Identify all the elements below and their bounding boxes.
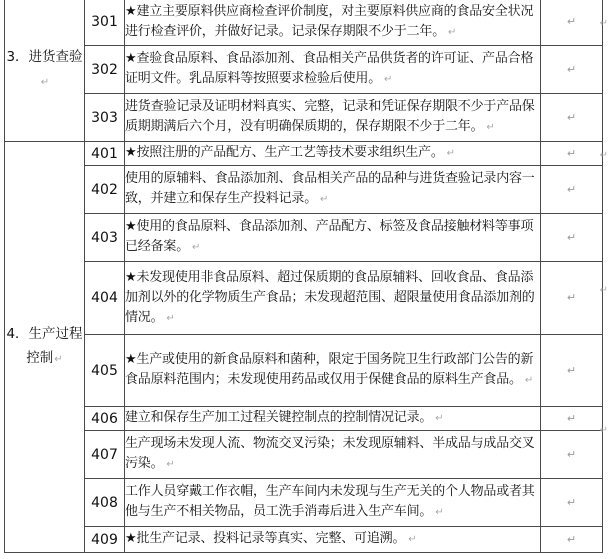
end-of-row-mark-icon: ↵ [599, 425, 608, 436]
end-of-row-mark-icon: ↵ [599, 150, 608, 161]
category-label: 3．进货查验 [6, 49, 83, 65]
paragraph-mark-icon: ↵ [566, 15, 577, 28]
requirement-text [125, 166, 541, 214]
table-row [5, 335, 603, 407]
paragraph-mark-icon: ↵ [566, 182, 577, 196]
result-cell [541, 166, 603, 214]
paragraph-mark-icon: ↵ [166, 312, 175, 324]
requirement-text-content: ★未发现使用非食品原料、超过保质期的食品原辅料、回收食品、食品添加剂以外的化学物质生产食品；未发现超范围、超限量使用食品添加剂的情况。 [125, 269, 535, 325]
requirement-text-content: 生产现场未发现人流、物流交叉污染；未发现原辅料、半成品与成品交叉污染。 [125, 436, 535, 471]
paragraph-mark-icon: ↵ [384, 74, 393, 85]
table-row [5, 166, 603, 214]
result-cell [541, 407, 603, 431]
table-row [5, 94, 603, 142]
paragraph-mark-icon: ↵ [566, 230, 577, 244]
requirement-text-content: ★生产或使用的新食品原料和菌种，限定于国务院卫生行政部门公告的新食品原料范围内；未发现使用药品或仅用于保健食品的原料生产食品。 [125, 352, 534, 387]
paragraph-mark-icon: ↵ [408, 534, 417, 545]
paragraph-mark-icon: ↵ [566, 146, 577, 160]
item-number: 302 [85, 46, 125, 94]
category-cell-production-process-control [5, 142, 85, 553]
result-cell [541, 214, 603, 262]
paragraph-mark-icon: ↵ [566, 447, 577, 461]
result-cell [541, 94, 603, 142]
table-row [5, 527, 603, 553]
end-of-row-mark-icon: ↵ [599, 18, 608, 29]
requirement-text [125, 214, 541, 262]
requirement-text-content: 使用的原辅料、食品添加剂、食品相关产品的品种与进货查验记录内容一致，并建立和保存生产投料记录。 [125, 171, 535, 206]
item-number: 408 [85, 479, 125, 527]
item-number: 401 [85, 142, 125, 166]
requirement-text [125, 94, 541, 142]
paragraph-mark-icon: ↵ [166, 459, 175, 470]
item-number: 403 [85, 214, 125, 262]
category-cell-incoming-inspection [5, 0, 85, 142]
requirement-text [125, 479, 541, 527]
item-number: 406 [85, 407, 125, 431]
paragraph-mark-icon: ↵ [566, 495, 577, 509]
requirement-text-content: 进货查验记录及证明材料真实、完整，记录和凭证保存期限不少于产品保质期期满后六个月，没有明确保质期的，保存期限不少于二年。 [125, 99, 535, 134]
paragraph-mark-icon: ↵ [566, 110, 577, 124]
paragraph-mark-icon: ↵ [524, 375, 534, 386]
requirement-text [125, 431, 541, 479]
table-row [5, 262, 603, 335]
item-number: 405 [85, 335, 125, 407]
result-cell [541, 262, 603, 335]
result-cell [541, 142, 603, 166]
paragraph-mark-icon: ↵ [435, 507, 444, 518]
requirement-text [125, 335, 541, 407]
paragraph-mark-icon: ↵ [566, 532, 577, 546]
result-cell [541, 0, 603, 46]
requirement-text-content: 工作人员穿戴工作衣帽，生产车间内未发现与生产无关的个人物品或者其他与生产不相关物品，员工洗手消毒后进入生产车间。 [125, 484, 535, 519]
requirement-text [125, 0, 541, 46]
item-number: 301 [85, 0, 125, 46]
paragraph-mark-icon: ↵ [192, 242, 201, 253]
requirement-text [125, 262, 541, 335]
requirement-text-content: ★查验食品原料、食品添加剂、食品相关产品供货者的许可证、产品合格证明文件。乳品原料等按照要求检验后使用。 [125, 51, 534, 86]
paragraph-mark-icon: ↵ [566, 291, 577, 304]
requirement-text-content: ★建立主要原料供应商检查评价制度，对主要原料供应商的食品安全状况进行检查评价，并做好记录。记录保存期限不少于二年。 [125, 3, 534, 39]
table-row [5, 214, 603, 262]
paragraph-mark-icon: ↵ [40, 77, 50, 88]
item-number: 407 [85, 431, 125, 479]
item-number: 402 [85, 166, 125, 214]
requirement-text [125, 527, 541, 553]
end-of-row-marks [598, 0, 610, 559]
item-number: 409 [85, 527, 125, 553]
requirement-text [125, 142, 541, 166]
result-cell [541, 431, 603, 479]
table-row [5, 479, 603, 527]
requirement-text-content: ★使用的食品原料、食品添加剂、产品配方、标签及食品接触材料等事项已经备案。 [125, 219, 534, 254]
table-row [5, 0, 603, 46]
table-row [5, 46, 603, 94]
paragraph-mark-icon: ↵ [435, 413, 444, 424]
requirement-text [125, 46, 541, 94]
result-cell [541, 479, 603, 527]
result-cell [541, 527, 603, 553]
result-cell [541, 46, 603, 94]
category-label: 4．生产过程控制 [6, 326, 83, 366]
table-row [5, 407, 603, 431]
requirement-text [125, 407, 541, 431]
table-row [5, 142, 603, 166]
table-row [5, 431, 603, 479]
end-of-row-mark-icon: ↵ [599, 285, 608, 296]
paragraph-mark-icon: ↵ [446, 148, 456, 159]
requirement-text-content: ★批生产记录、投料记录等真实、完整、可追溯。 [125, 531, 406, 546]
paragraph-mark-icon: ↵ [486, 122, 495, 133]
paragraph-mark-icon: ↵ [448, 26, 457, 38]
paragraph-mark-icon: ↵ [54, 354, 63, 365]
paragraph-mark-icon: ↵ [566, 62, 577, 76]
item-number: 303 [85, 94, 125, 142]
requirement-text-content: ★按照注册的产品配方、生产工艺等技术要求组织生产。 [125, 145, 444, 160]
result-cell [541, 335, 603, 407]
requirement-text-content: 建立和保存生产加工过程关键控制点的控制情况记录。 [125, 410, 433, 425]
paragraph-mark-icon: ↵ [566, 363, 577, 377]
paragraph-mark-icon: ↵ [320, 194, 329, 205]
inspection-checklist-table [4, 0, 603, 553]
item-number: 404 [85, 262, 125, 335]
paragraph-mark-icon: ↵ [566, 411, 577, 425]
